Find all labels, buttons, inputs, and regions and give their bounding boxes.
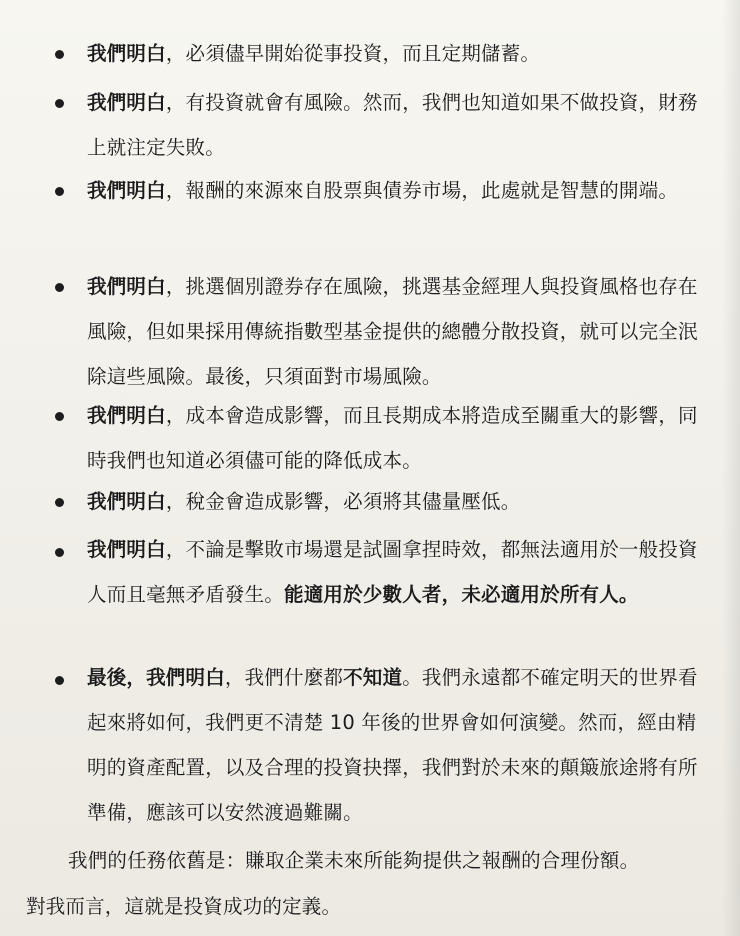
bullet-lead: 我們明白 <box>87 91 166 114</box>
bullet-text <box>87 527 702 617</box>
bullet-dot-icon <box>55 676 64 685</box>
bullet-text <box>87 479 702 524</box>
bullet-body: ，挑選個別證券存在風險，挑選基金經理人與投資風格也存在風險，但如果採用傳統指數型基金提供的總體分散投資，就可以完全泯除這些風險。最後，只須面對市場風險。 <box>87 275 698 388</box>
bullet-dot-icon <box>55 498 64 507</box>
bullet-body-continued: 。我們永遠都不確定明天的世界看起來將如何，我們更不清楚 10 年後的世界會如何演變。然而，經由精明的資產配置，以及合理的投資抉擇，我們對於未來的顛簸旅途將有所準備，應該可以安然渡過難關。 <box>87 666 698 824</box>
bullet-lead: 我們明白 <box>87 490 166 513</box>
bullet-emphasis: 不知道 <box>343 666 403 689</box>
bullet-body: ，報酬的來源來自股票與債券市場，此處就是智慧的開端。 <box>165 179 679 202</box>
bullet-lead: 我們明白 <box>87 42 166 65</box>
bullet-text <box>87 168 702 213</box>
closing-line-1: 我們的任務依舊是：賺取企業未來所能夠提供之報酬的合理份額。 <box>68 849 640 872</box>
bullet-body: ，有投資就會有風險。然而，我們也知道如果不做投資，財務上就注定失敗。 <box>87 91 698 159</box>
bullet-text <box>87 80 702 170</box>
bullet-lead: 我們明白 <box>87 404 166 427</box>
bullet-lead: 我們明白 <box>87 179 166 202</box>
bullet-dot-icon <box>55 187 64 196</box>
bullet-lead: 我們明白 <box>87 275 166 298</box>
bullet-body: ，不論是擊敗市場還是試圖拿捏時效，都無法適用於一般投資人而且毫無矛盾發生。 <box>87 538 698 606</box>
bullet-text <box>87 655 702 835</box>
bullet-body: ，我們什麼都 <box>224 666 344 689</box>
bullet-body: ，稅金會造成影響，必須將其儘量壓低。 <box>165 490 521 513</box>
bullet-dot-icon <box>55 548 64 557</box>
closing-line-2: 對我而言，這就是投資成功的定義。 <box>26 895 342 918</box>
bullet-body: ，成本會造成影響，而且長期成本將造成至關重大的影響，同時我們也知道必須儘可能的降低成本。 <box>87 404 698 472</box>
bullet-text <box>87 264 702 399</box>
bullet-dot-icon <box>55 50 64 59</box>
bullet-text <box>87 393 702 483</box>
bullet-dot-icon <box>55 99 64 108</box>
bullet-lead: 最後，我們明白 <box>87 666 225 689</box>
bullet-emphasis: 能適用於少數人者，未必適用於所有人。 <box>284 583 639 606</box>
closing-text <box>26 838 700 930</box>
bullet-text <box>87 31 702 76</box>
bullet-dot-icon <box>55 412 64 421</box>
bullet-lead: 我們明白 <box>87 538 166 561</box>
bullet-dot-icon <box>55 283 64 292</box>
bullet-body: ，必須儘早開始從事投資，而且定期儲蓄。 <box>165 42 541 65</box>
